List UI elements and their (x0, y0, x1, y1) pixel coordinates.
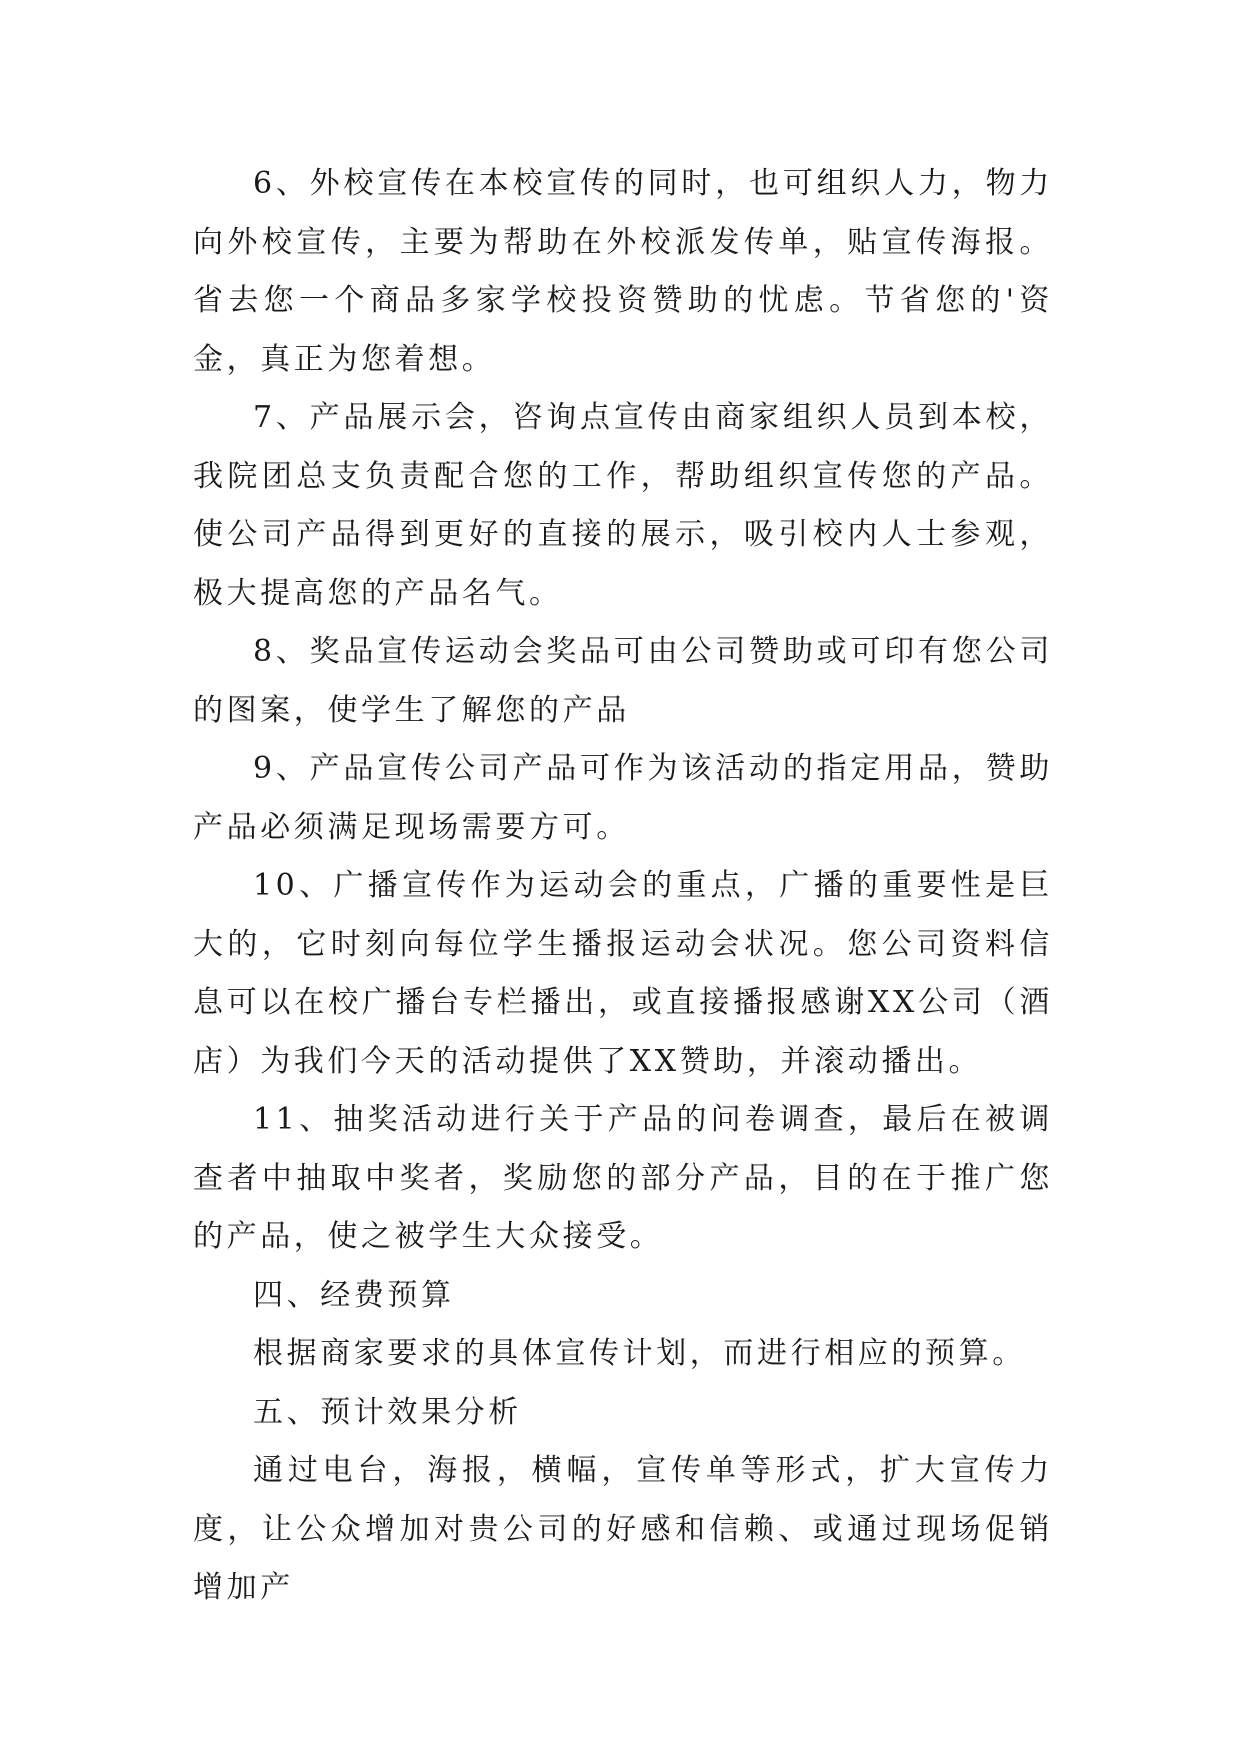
paragraph-item-11-lottery-activity: 11、抽奖活动进行关于产品的问卷调查，最后在被调查者中抽取中奖者，奖励您的部分产品，目的在于推广您的产品，使之被学生大众接受。 (193, 1102, 1053, 1254)
section-heading-budget: 四、经费预算 (253, 1277, 455, 1313)
paragraph-expected-effect: 通过电台，海报，横幅，宣传单等形式，扩大宣传力度，让公众增加对贵公司的好感和信赖、或通过现场促销增加产 (193, 1453, 1053, 1605)
paragraph-item-8-prize-promotion: 8、奖品宣传运动会奖品可由公司赞助或可印有您公司的图案，使学生了解您的产品 (193, 634, 1053, 728)
section-heading-expected-effect: 五、预计效果分析 (253, 1394, 522, 1430)
paragraph-item-6-outside-school-promotion: 6、外校宣传在本校宣传的同时，也可组织人力，物力向外校宣传，主要为帮助在外校派发传单，贴宣传海报。省去您一个商品多家学校投资赞助的忧虑。节省您的'资金，真正为您着想。 (193, 166, 1053, 377)
paragraph-item-9-product-promotion: 9、产品宣传公司产品可作为该活动的指定用品，赞助产品必须满足现场需要方可。 (193, 751, 1053, 845)
paragraph-item-7-product-exhibition: 7、产品展示会，咨询点宣传由商家组织人员到本校，我院团总支负责配合您的工作，帮助组织宣传您的产品。使公司产品得到更好的直接的展示，吸引校内人士参观，极大提高您的产品名气。 (193, 400, 1053, 611)
document-body (193, 155, 1053, 1618)
paragraph-item-10-broadcast-promotion: 10、广播宣传作为运动会的重点，广播的重要性是巨大的，它时刻向每位学生播报运动会状况。您公司资料信息可以在校广播台专栏播出，或直接播报感谢XX公司（酒店）为我们今天的活动提供了XX赞助，并滚动播出。 (193, 868, 1053, 1079)
paragraph-budget-description: 根据商家要求的具体宣传计划，而进行相应的预算。 (253, 1336, 1026, 1371)
